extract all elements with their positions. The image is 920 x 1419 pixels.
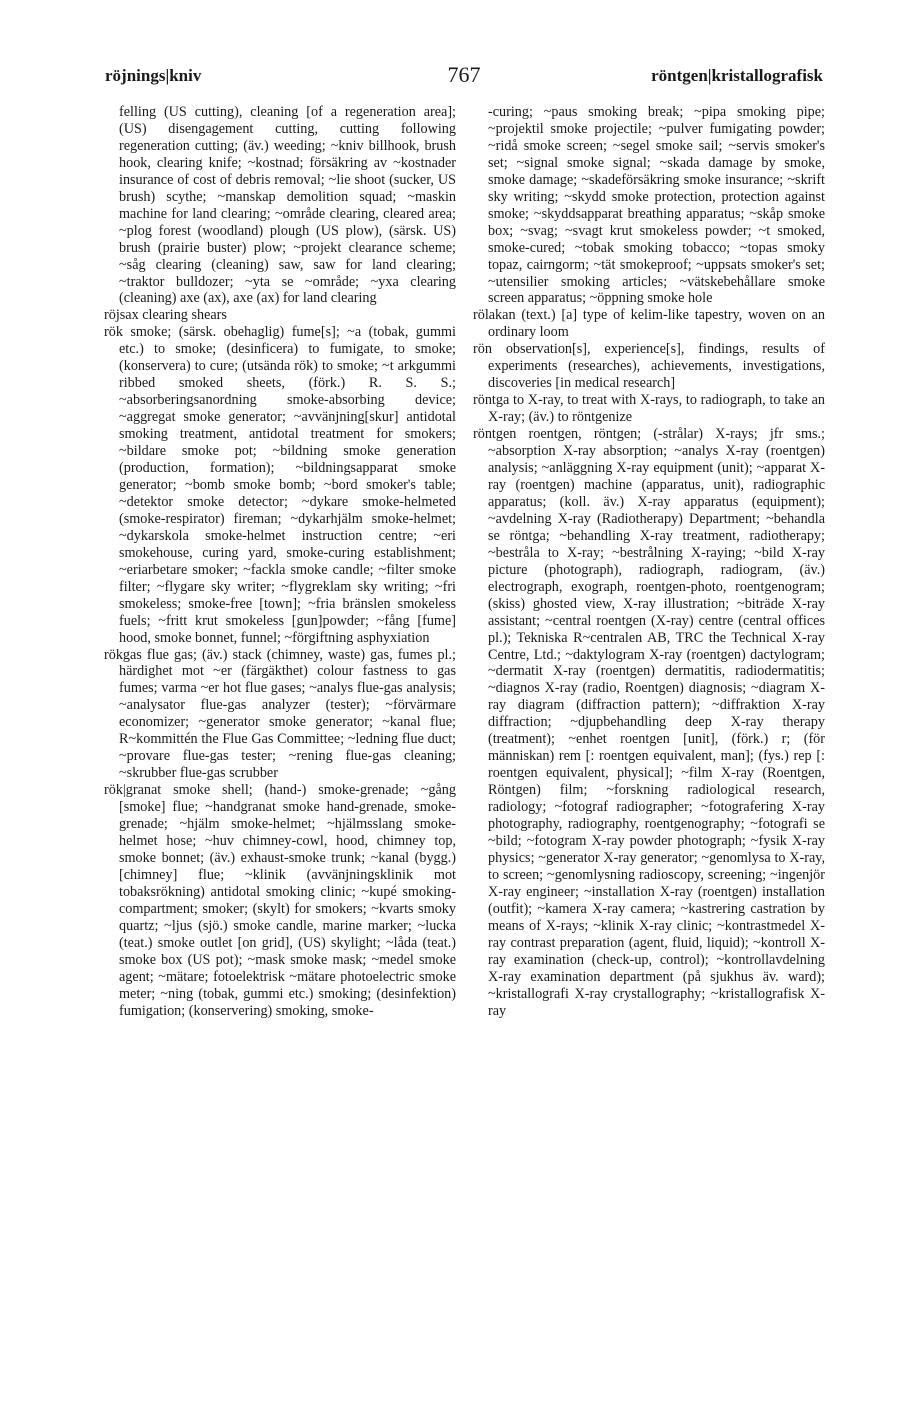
dictionary-entry: röjsax clearing shears	[104, 307, 227, 324]
right-column	[473, 104, 825, 1019]
dictionary-entry: röntgen roentgen, röntgen; (-strålar) X-rays; jfr sms.; ~absorption X-ray absorption; ~analys X-ray (roentgen) analysis; ~anläggning X-ray equipment (unit); ~apparat X-ray (roentgen) machine (apparatus, unit), radiographic apparatus; (koll. äv.) X-ray apparatus (equipment); ~avdelning X-ray (Radiotherapy) Department; ~behandla se röntga; ~behandling X-ray treatment, radiotherapy; ~bestråla to X-ray; ~bestrålning X-raying; ~bild X-ray picture (photograph), radiograph, radiogram, (äv.) electrograph, exograph, roentgen-photo, roentgenogram; (skiss) ghosted view, X-ray illustration; ~biträde X-ray assistant; ~central roentgen (X-ray) centre (central offices pl.); Tekniska R~centralen AB, TRC the Technical X-ray Centre, Ltd.; ~daktylogram X-ray (roentgen) dactylogram; ~dermatit X-ray (roentgen) dermatitis, radiodermatitis; ~diagnos X-ray (radio, Roentgen) diagnosis; ~diagram X-ray diagram (diffraction pattern); ~diffraktion X-ray diffraction; ~djupbehandling deep X-ray therapy (treatment); ~enhet roentgen [unit], (förk.) r; (för människan) rem [: roentgen equivalent, man]; (fys.) rep [: roentgen equivalent, physical]; ~film X-ray (Roentgen, Röntgen) film; ~forskning radiological research, radiology; ~fotograf radiographer; ~fotografering X-ray photography, radiography, roentgenography; ~fotografi se ~bild; ~fotogram X-ray powder photograph; ~fysik X-ray physics; ~generator X-ray generator; ~genomlysa to X-ray, to screen; ~genomlysning radioscopy, screening; ~ingenjör X-ray engineer; ~installation X-ray (roentgen) installation (outfit); ~kamera X-ray camera; ~kastrering castration by means of X-rays; ~klinik X-ray clinic; ~kontrastmedel X-ray contrast preparation (agent, fluid, liquid); ~kontroll X-ray examination (check-up, control); ~kontrollavdelning X-ray examination department (på sjukhus äv. ward); ~kristallografi X-ray crystallography; ~kristallografisk X-ray	[473, 426, 825, 1019]
dictionary-entry: rök|granat smoke shell; (hand-) smoke-grenade; ~gång [smoke] flue; ~handgranat smoke hand-grenade, smoke-grenade; ~hjälm smoke-helmet; ~hjälmsslang smoke-helmet hose; ~huv chimney-cowl, hood, chimney top, smoke bonnet; (äv.) exhaust-smoke trunk; ~kanal (bygg.) [chimney] flue; ~klinik (avvänjningsklinik mot tobaksrökning) antidotal smoking clinic; ~kupé smoking-compartment; smoker; (skylt) for smokers; ~kvarts smoky quartz; ~ljus (sjö.) smoke candle, marine marker; ~lucka (teat.) smoke outlet [on grid], (US) skylight; ~låda (teat.) smoke box (US pot); ~mask smoke mask; ~medel smoke agent; ~mätare; fotoelektrisk ~mätare photoelectric smoke meter; ~ning (tobak, gummi etc.) smoking; (desinfektion) fumigation; (konservering) smoking, smoke-	[104, 782, 456, 1019]
dictionary-entry: rökgas flue gas; (äv.) stack (chimney, waste) gas, fumes pl.; härdighet mot ~er (färgäkthet) colour fastness to gas fumes; varma ~er hot flue gases; ~analys flue-gas analysis; ~analysator flue-gas analyzer (tester); ~förvärmare economizer; ~generator smoke generator; ~kanal flue; R~kommittén the Flue Gas Committee; ~ledning flue duct; ~provare flue-gas tester; ~rening flue-gas cleaning; ~skrubber flue-gas scrubber	[104, 646, 456, 782]
header-left-guideword: röjnings|kniv	[105, 66, 202, 85]
dictionary-entry: -curing; ~paus smoking break; ~pipa smoking pipe; ~projektil smoke projectile; ~pulver fumigating powder; ~ridå smoke screen; ~segel smoke sail; ~servis smoker's set; ~signal smoke signal; ~skada damage by smoke, smoke damage; ~skadeförsäkring smoke insurance; ~skrift sky writing; ~skydd smoke protection, protection against smoke; ~skyddsapparat breathing apparatus; ~skåp smoke box; ~svag; ~svagt krut smokeless powder; ~t smoked, smoke-cured; ~tobak smoking tobacco; ~topas smoky topaz, cairngorm; ~tät smokeproof; ~uppsats smoker's set; ~utensilier smoking articles; ~vätskebehållare smoke screen apparatus; ~öppning smoke hole	[488, 104, 825, 307]
dictionary-entry: röntga to X-ray, to treat with X-rays, to radiograph, to take an X-ray; (äv.) to röntgenize	[473, 392, 825, 426]
dictionary-entry: rölakan (text.) [a] type of kelim-like tapestry, woven on an ordinary loom	[473, 307, 825, 341]
page-header	[105, 62, 823, 88]
dictionary-entry: rök smoke; (särsk. obehaglig) fume[s]; ~a (tobak, gummi etc.) to smoke; (desinficera) to fumigate, to smoke; (konservera) to cure; (utsända rök) to smoke; ~t arkgummi ribbed smoked sheets, (förk.) R. S. S.; ~absorberingsanordning smoke-absorbing device; ~aggregat smoke generator; ~avvänjning[skur] antidotal smoking treatment, antidotal treatment for smokers; ~bildare smoke pot; ~bildning smoke generation (production, formation); ~bildningsapparat smoke generator; ~bomb smoke bomb; ~bord smoker's table; ~detektor smoke detector; ~dykare smoke-helmeted (smoke-respirator) fireman; ~dykarhjälm smoke-helmet; ~dykarskola smoke-helmet instruction centre; ~eri smokehouse, curing yard, smoke-curing establishment; ~eriarbetare smoker; ~fackla smoke candle; ~filter smoke filter; ~flygare sky writer; ~flygreklam sky writing; ~fri smokeless; smoke-free [town]; ~fria bränslen smokeless fuels; ~fritt krut smokeless [gun]powder; ~fång [fume] hood, smoke bonnet, funnel; ~förgiftning asphyxiation	[104, 324, 456, 646]
left-column	[104, 104, 456, 1019]
dictionary-entry: felling (US cutting), cleaning [of a regeneration area]; (US) disengagement cutting, cutting following regeneration cutting; (äv.) weeding; ~kniv billhook, brush hook, clearing knife; ~kostnad; försäkring av ~kostnader insurance of cost of debris removal; ~lie shoot (sucker, US brush) scythe; ~manskap demolition squad; ~maskin machine for land clearing; ~område clearing, cleared area; ~plog forest (woodland) plough (US plow), (särsk. US) brush (prairie buster) plow; ~projekt clearance scheme; ~såg clearing (cleaning) saw, saw for land clearing; ~traktor bulldozer; ~yta se ~område; ~yxa clearing (cleaning) axe (ax), axe (ax) for land clearing	[119, 104, 456, 307]
header-right-guideword: röntgen|kristallografisk	[651, 66, 823, 85]
page-number: 767	[447, 62, 481, 87]
dictionary-entry: rön observation[s], experience[s], findings, results of experiments (researches), achievements, investigations, discoveries [in medical research]	[473, 341, 825, 392]
